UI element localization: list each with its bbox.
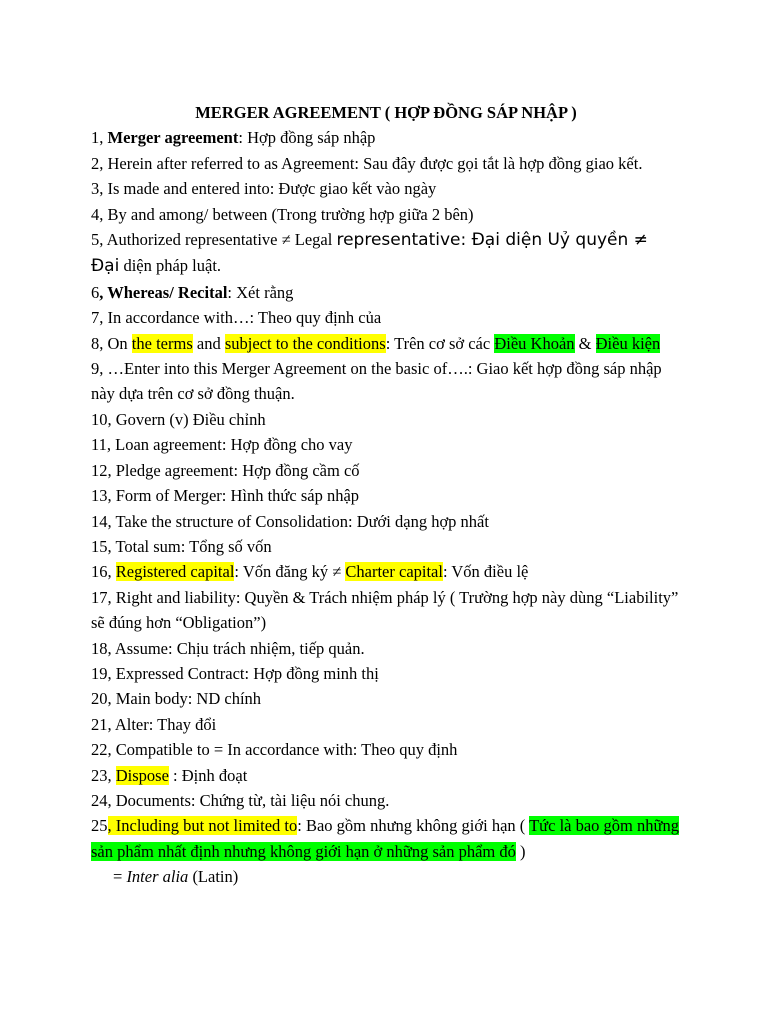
item-25-highlight-including: , Including but not limited to [107,816,298,836]
item-8 [91,331,681,356]
item-25-part-a: 25 [91,816,108,836]
item-16-highlight-charter: Charter capital [345,562,443,582]
item-20: 20, Main body: ND chính [91,689,262,709]
item-16-part-b: : Vốn đăng ký ≠ [234,562,346,582]
item-8-part-a: 8, On [91,333,132,353]
item-26 [91,864,681,889]
item-18: 18, Assume: Chịu trách nhiệm, tiếp quản. [91,638,365,658]
item-1 [91,125,681,150]
item-8-highlight-conditions: subject to the conditions [224,333,386,353]
item-8-highlight-terms: the terms [131,333,193,353]
item-26-part-a: = [113,867,127,887]
item-9: 9, …Enter into this Merger Agreement on the basic of….: Giao kết hợp đồng sáp nhập này dựa trên cơ sở đồng thuận. [91,359,662,404]
item-25-part-b: : Bao gồm nhưng không giới hạn ( [297,816,530,836]
item-21: 21, Alter: Thay đổi [91,714,217,734]
item-12: 12, Pledge agreement: Hợp đồng cầm cố [91,460,360,480]
item-23 [91,763,681,788]
item-14: 14, Take the structure of Consolidation: Dưới dạng hợp nhất [91,511,489,531]
document-title: MERGER AGREEMENT ( HỢP ĐỒNG SÁP NHẬP ) [195,103,577,122]
item-6-term: , Whereas/ Recital [99,282,228,302]
item-16 [91,559,681,584]
item-5-part-c: diện pháp luật. [119,256,222,276]
item-25 [91,813,681,864]
item-4: 4, By and among/ between (Trong trường hợp giữa 2 bên) [91,204,474,224]
item-1-number: 1, [91,128,108,148]
item-13: 13, Form of Merger: Hình thức sáp nhập [91,486,360,506]
item-24: 24, Documents: Chứng từ, tài liệu nói chung. [91,790,390,810]
item-25-highlight-explanation: Tức là bao gồm những sản phẩm nhất định nhưng không giới hạn ở những sản phẩm đó [91,816,679,861]
item-3: 3, Is made and entered into: Được giao kết vào ngày [91,179,437,199]
item-25-part-c: ) [515,841,526,861]
item-6 [91,280,681,305]
item-5 [91,227,681,280]
item-8-highlight-dieu-khoan: Điều Khoản [494,333,575,353]
item-2: 2, Herein after referred to as Agreement: Sau đây được gọi tắt là hợp đồng giao kết. [91,153,643,173]
item-5-part-a: 5, Authorized representative ≠ Legal [91,230,337,250]
document-page [91,100,681,890]
item-16-highlight-registered: Registered capital [115,562,235,582]
item-26-italic-term: Inter alia [126,867,189,887]
item-17: 17, Right and liability: Quyền & Trách nhiệm pháp lý ( Trường hợp này dùng “Liability” sẽ đúng hơn “Obligation”) [91,587,679,633]
item-8-part-c: : Trên cơ sở các [385,333,495,353]
item-6-number: 6 [91,282,100,302]
item-8-part-b: and [192,333,225,353]
item-6-definition: : Xét rằng [227,282,294,302]
item-1-definition: : Hợp đồng sáp nhập [238,128,376,148]
item-22: 22, Compatible to = In accordance with: Theo quy định [91,740,458,760]
item-19: 19, Expressed Contract: Hợp đồng minh thị [91,663,379,683]
item-15: 15, Total sum: Tổng số vốn [91,536,272,556]
item-10: 10, Govern (v) Điều chỉnh [91,409,266,429]
item-8-highlight-dieu-kien: Điều kiện [595,333,661,353]
item-16-part-a: 16, [91,562,116,582]
item-16-part-c: : Vốn điều lệ [442,562,529,582]
item-23-part-a: 23, [91,765,116,785]
item-23-part-b: : Định đoạt [168,765,248,785]
item-23-highlight-dispose: Dispose [115,765,169,785]
item-11: 11, Loan agreement: Hợp đồng cho vay [91,435,353,455]
item-8-part-d: & [574,333,596,353]
item-26-part-b: (Latin) [188,867,239,887]
item-7: 7, In accordance with…: Theo quy định của [91,308,382,328]
item-1-term: Merger agreement [107,128,239,148]
item-5-part-b: representative: Đại diện Uỷ quyền ≠ Đại [91,230,648,277]
